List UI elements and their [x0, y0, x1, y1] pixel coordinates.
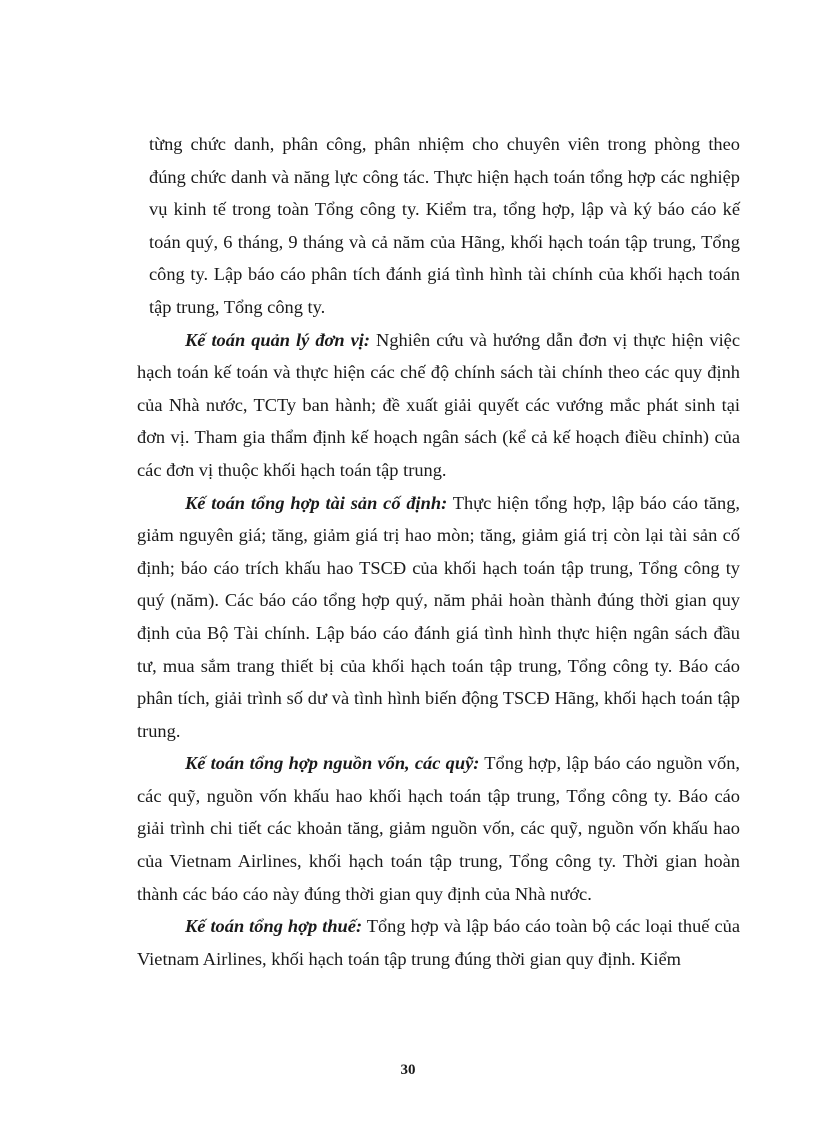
paragraph-heading: Kế toán tổng hợp nguồn vốn, các quỹ: [185, 753, 480, 774]
paragraph-text: từng chức danh, phân công, phân nhiệm cho chuyên viên trong phòng theo đúng chức danh và năng lực công tác. Thực hiện hạch toán tổng hợp các nghiệp vụ kinh tế trong toàn Tổng công ty. Kiểm tra, tổng hợp, lập và ký báo cáo kế toán quý, 6 tháng, 9 tháng và cả năm của Hãng, khối hạch toán tập trung, Tổng công ty. Lập báo cáo phân tích đánh giá tình hình tài chính của khối hạch toán tập trung, Tổng công ty. [149, 134, 740, 317]
paragraph-text: Nghiên cứu và hướng dẫn đơn vị thực hiện việc hạch toán kế toán và thực hiện các chế độ chính sách tài chính theo các quy định của Nhà nước, TCTy ban hành; đề xuất giải quyết các vướng mắc phát sinh tại đơn vị. Tham gia thẩm định kế hoạch ngân sách (kể cả kế hoạch điều chỉnh) của các đơn vị thuộc khối hạch toán tập trung. [137, 329, 741, 480]
paragraph-capital-funds [137, 747, 740, 910]
paragraph-text: Thực hiện tổng hợp, lập báo cáo tăng, giảm nguyên giá; tăng, giảm giá trị hao mòn; tăng, giảm giá trị còn lại tài sản cố định; báo cáo trích khấu hao TSCĐ của khối hạch toán tập trung, Tổng công ty quý (năm). Các báo cáo tổng hợp quý, năm phải hoàn thành đúng thời gian quy định của Bộ Tài chính. Lập báo cáo đánh giá tình hình thực hiện ngân sách đầu tư, mua sắm trang thiết bị của khối hạch toán tập trung, Tổng công ty. Báo cáo phân tích, giải trình số dư và tình hình biến động TSCĐ Hãng, khối hạch toán tập trung. [137, 492, 740, 741]
paragraph-continuation [137, 128, 740, 324]
paragraph-heading: Kế toán quản lý đơn vị: [185, 329, 371, 350]
paragraph-heading: Kế toán tổng hợp tài sản cố định: [185, 492, 448, 513]
paragraph-fixed-assets [137, 487, 740, 748]
document-body [137, 128, 740, 975]
page-number: 30 [400, 1062, 416, 1078]
paragraph-tax [137, 910, 740, 975]
paragraph-heading: Kế toán tổng hợp thuế: [185, 916, 363, 937]
paragraph-text: Tổng hợp và lập báo cáo toàn bộ các loại thuế của Vietnam Airlines, khối hạch toán tập trung đúng thời gian quy định. Kiểm [137, 916, 740, 969]
paragraph-text: Tổng hợp, lập báo cáo nguồn vốn, các quỹ, nguồn vốn khấu hao khối hạch toán tập trung, Tổng công ty. Báo cáo giải trình chi tiết các khoản tăng, giảm nguồn vốn, các quỹ, nguồn vốn khấu hao của Vietnam Airlines, khối hạch toán tập trung, Tổng công ty. Thời gian hoàn thành các báo cáo này đúng thời gian quy định của Nhà nước. [137, 753, 740, 904]
paragraph-unit-accounting [137, 324, 740, 487]
